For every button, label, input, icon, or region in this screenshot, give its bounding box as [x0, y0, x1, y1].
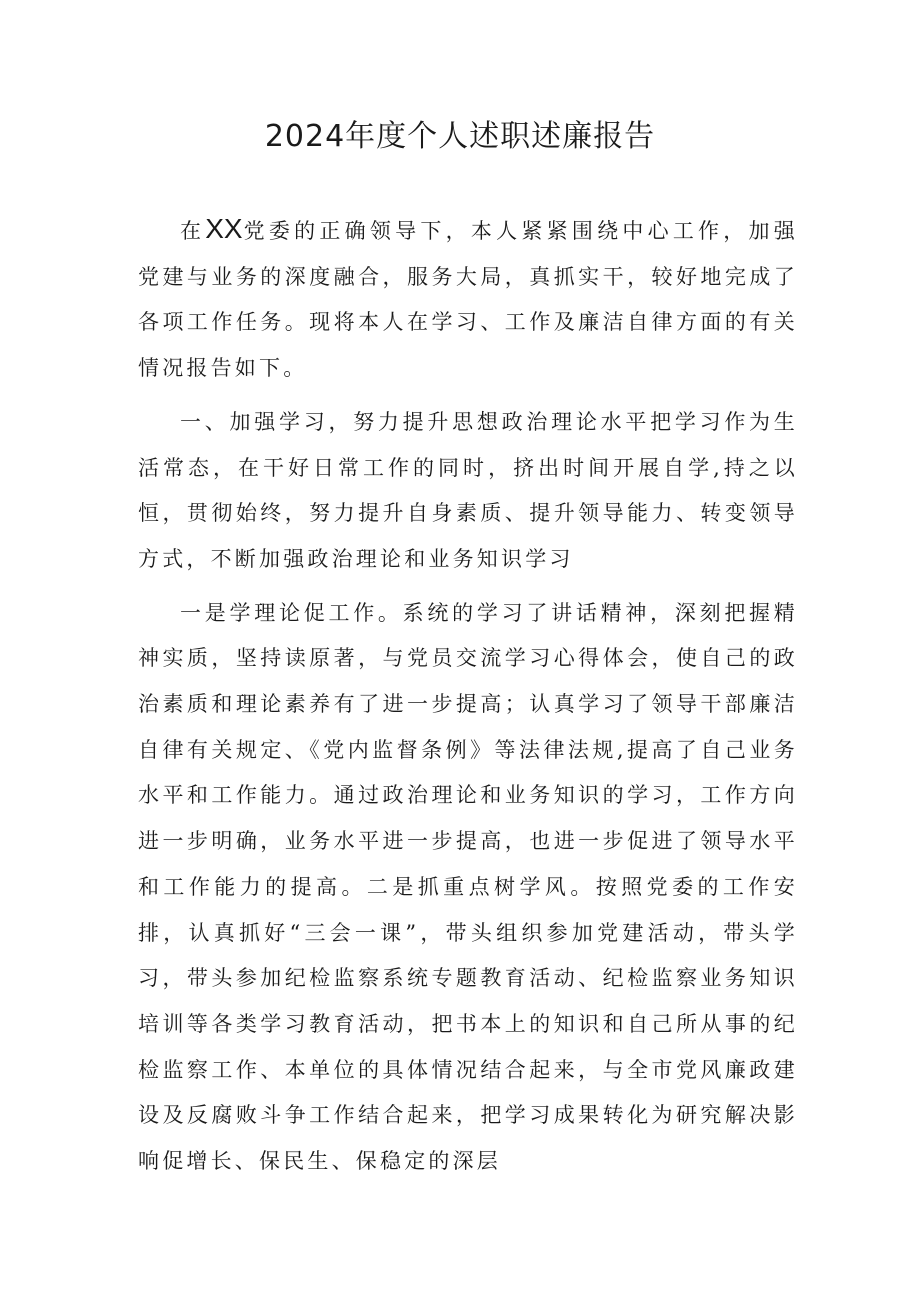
paragraph-intro [138, 209, 798, 392]
paragraph-section-one: 一、加强学习，努力提升思想政治理论水平把学习作为生活常态，在干好日常工作的同时，挤出时间开展自学,持之以恒，贯彻始终，努力提升自身素质、提升领导能力、转变领导方式，不断加强政治理论和业务知识学习 [138, 409, 798, 571]
placeholder-organization: XX [205, 213, 243, 244]
paragraph-study-theory: 一是学理论促工作。系统的学习了讲话精神，深刻把握精神实质，坚持读原著，与党员交流学习心得体会，使自己的政治素质和理论素养有了进一步提高；认真学习了领导干部廉洁自律有关规定、《党内监督条例》等法律法规,提高了自己业务水平和工作能力。通过政治理论和业务知识的学习，工作方向进一步明确，业务水平进一步提高，也进一步促进了领导水平和工作能力的提高。二是抓重点树学风。按照党委的工作安排，认真抓好“三会一课”，带头组织参加党建活动，带头学习，带头参加纪检监察系统专题教育活动、纪检监察业务知识培训等各类学习教育活动，把书本上的知识和自己所从事的纪检监察工作、本单位的具体情况结合起来，与全市党风廉政建设及反腐败斗争工作结合起来，把学习成果转化为研究解决影响促增长、保民生、保稳定的深层 [138, 600, 798, 1174]
paragraph-intro-text: 党委的正确领导下，本人紧紧围绕中心工作，加强党建与业务的深度融合，服务大局，真抓实干，较好地完成了各项工作任务。现将本人在学习、工作及廉洁自律方面的有关情况报告如下。 [138, 219, 798, 381]
paragraph-intro-lead: 在 [180, 219, 206, 243]
document-body [138, 209, 798, 1185]
document-title: 2024年度个人述职述廉报告 [264, 119, 656, 154]
